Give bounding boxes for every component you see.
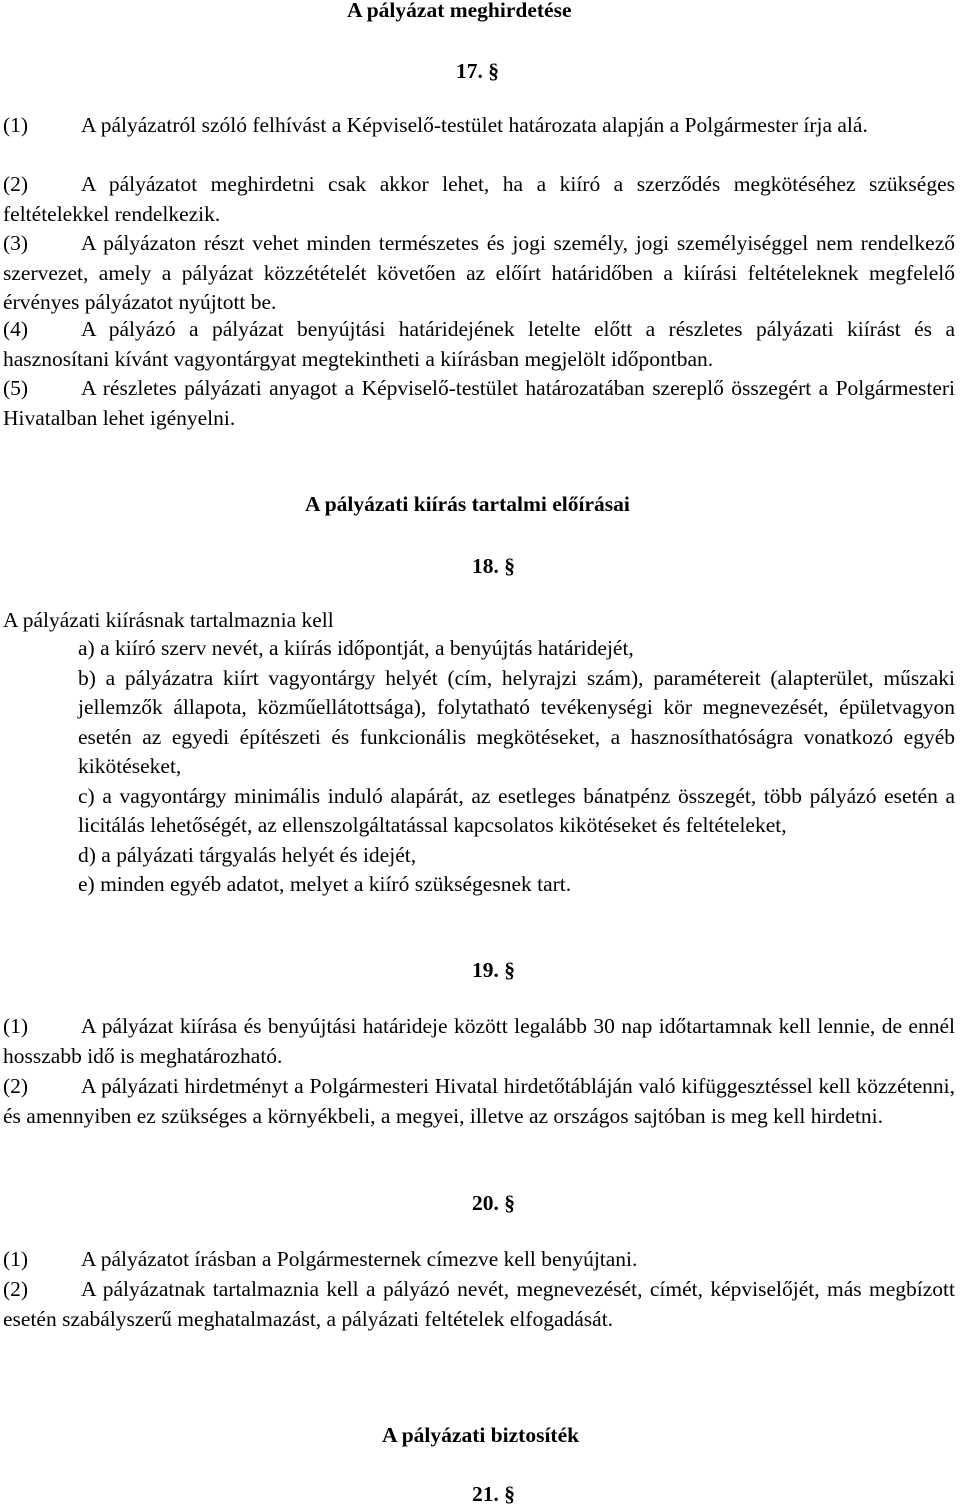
list-item-c: c) a vagyontárgy minimális induló alapárát, az esetleges bánatpénz összegét, több pályázó esetén a licitálás lehetőségét, az ellenszolgáltatással kapcsolatos kikötéseket és feltételeket, — [78, 783, 955, 837]
paragraph-number: (1) — [3, 1247, 29, 1271]
section-number-17: 17. § — [456, 59, 499, 83]
paragraph-number: (2) — [3, 172, 29, 196]
paragraph-text: A pályázatnak tartalmaznia kell a pályázó nevét, megnevezését, címét, képviselőjét, más megbízott esetén szabályszerű meghatalmazást, a pályázati feltételek elfogadását. — [3, 1277, 955, 1331]
list-item-a: a) a kiíró szerv nevét, a kiírás időpontját, a benyújtás határidejét, — [78, 636, 634, 660]
heading-palyazat-meghirdetese: A pályázat meghirdetése — [347, 0, 572, 22]
paragraph-text: A részletes pályázati anyagot a Képviselő-testület határozatában szereplő összegért a Polgármesteri Hivatalban lehet igényelni. — [3, 376, 955, 430]
paragraph-number: (4) — [3, 317, 29, 341]
list-item-d: d) a pályázati tárgyalás helyét és idejét, — [78, 842, 417, 867]
sec17-paragraph-2 — [3, 170, 955, 229]
sec18-item-list — [78, 634, 955, 900]
paragraph-text: A pályázatot írásban a Polgármesternek címezve kell benyújtani. — [81, 1247, 638, 1271]
heading-kiiras-tartalmi-eloirasai: A pályázati kiírás tartalmi előírásai — [305, 492, 630, 516]
heading-palyazati-biztositek: A pályázati biztosíték — [382, 1423, 580, 1447]
paragraph-number: (3) — [3, 231, 29, 255]
sec19-paragraph-1 — [3, 1012, 955, 1071]
paragraph-number: (1) — [3, 1014, 29, 1038]
paragraph-number: (2) — [3, 1074, 29, 1098]
section-number-21: 21. § — [472, 1482, 515, 1506]
sec17-paragraph-1 — [3, 111, 955, 141]
sec18-intro: A pályázati kiírásnak tartalmaznia kell — [3, 608, 334, 632]
paragraph-text: A pályázaton részt vehet minden természetes és jogi személy, jogi személyiséggel nem rendelkező szervezet, amely a pályázat közzétételét követően az előírt határidőben a kiírási feltételeknek megfelelő érvényes pályázatot nyújtott be. — [3, 231, 955, 314]
paragraph-text: A pályázatot meghirdetni csak akkor lehet, ha a kiíró a szerződés megkötéséhez szükséges feltételekkel rendelkezik. — [3, 172, 955, 226]
section-number-19: 19. § — [472, 958, 515, 982]
section-number-18: 18. § — [472, 554, 515, 578]
sec19-paragraph-2 — [3, 1072, 955, 1131]
paragraph-number: (2) — [3, 1277, 29, 1301]
paragraph-number: (1) — [3, 113, 29, 137]
section-number-20: 20. § — [472, 1191, 515, 1215]
paragraph-text: A pályázati hirdetményt a Polgármesteri Hivatal hirdetőtábláján való kifüggesztéssel kell közzétenni, és amennyiben ez szükséges a környékbeli, a megyei, illetve az országos sajtóban is meg kell hirdetni. — [3, 1074, 955, 1128]
paragraph-number: (5) — [3, 376, 29, 400]
sec20-paragraph-2 — [3, 1275, 955, 1334]
sec17-paragraph-5 — [3, 374, 955, 433]
paragraph-text: A pályázatról szóló felhívást a Képviselő-testület határozata alapján a Polgármester írja alá. — [81, 113, 868, 137]
sec20-paragraph-1 — [3, 1245, 955, 1275]
paragraph-text: A pályázó a pályázat benyújtási határidejének letelte előtt a részletes pályázati kiírást és a hasznosítani kívánt vagyontárgyat megtekintheti a kiírásban megjelölt időpontban. — [3, 317, 955, 371]
sec17-paragraph-4 — [3, 315, 955, 374]
list-item-e: e) minden egyéb adatot, melyet a kiíró szükségesnek tart. — [78, 872, 572, 896]
sec17-paragraph-3 — [3, 229, 955, 318]
list-item-b: b) a pályázatra kiírt vagyontárgy helyét (cím, helyrajzi szám), paramétereit (alapterület, műszaki jellemzők állapota, közműellátottsága), folytatható tevékenységi kör megnevezését, épületvagyon esetén az egyedi építészeti és funkcionális megkötéseket, a hasznosíthatóságra vonatkozó egyéb kikötéseket, — [78, 665, 955, 778]
paragraph-text: A pályázat kiírása és benyújtási határideje között legalább 30 nap időtartamnak kell lennie, de ennél hosszabb idő is meghatározható. — [3, 1014, 955, 1068]
